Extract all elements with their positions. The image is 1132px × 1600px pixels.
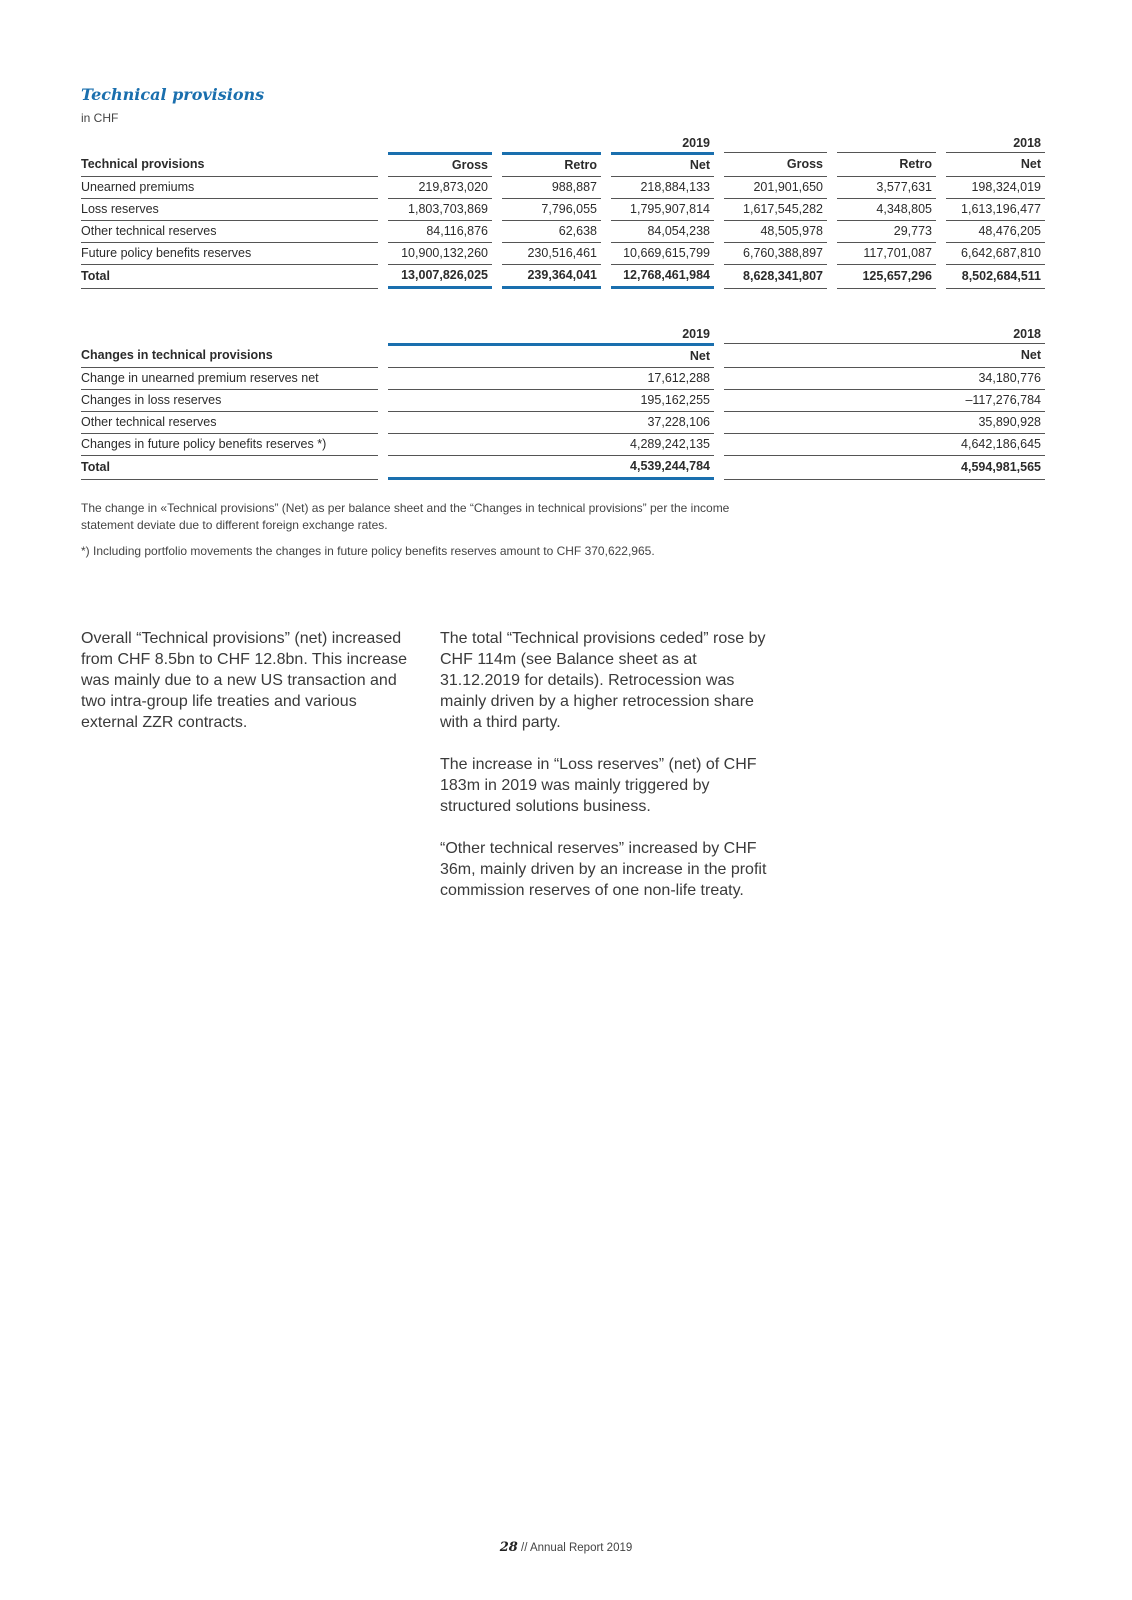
body-column-left [81,628,411,754]
cell-value: 988,887 [502,177,601,199]
cell-value: 201,901,650 [724,177,827,199]
footer-label: Annual Report 2019 [529,1542,633,1554]
year-2019-label: 2019 [682,327,710,341]
technical-provisions-table [81,134,1045,289]
cell-value: 1,795,907,814 [611,199,714,221]
unit-label: in CHF [81,111,119,125]
page-footer [0,1540,1132,1555]
column-header: Net [946,152,1045,177]
cell-value: 48,505,978 [724,221,827,243]
section-title: Technical provisions [81,85,265,104]
cell-value: 1,803,703,869 [388,199,492,221]
total-label: Total [81,265,378,289]
table-header-row [81,343,1045,368]
table-row [81,199,1045,221]
cell-value: 1,613,196,477 [946,199,1045,221]
table-row [81,412,1045,434]
year-2019-label: 2019 [682,136,710,150]
cell-value: 218,884,133 [611,177,714,199]
column-header: Net [611,152,714,177]
column-header: Retro [837,152,936,177]
total-value: 8,628,341,807 [724,265,827,289]
cell-value: 6,760,388,897 [724,243,827,265]
footer-separator: // [517,1542,530,1554]
column-header: Gross [388,152,492,177]
cell-value: 4,348,805 [837,199,936,221]
table-header-row [81,152,1045,177]
fx-note: The change in «Technical provisions” (Net) as per balance sheet and the “Changes in technical provisions” per the income statement deviate due to different foreign exchange rates. [81,501,730,532]
year-2018-label: 2018 [1013,136,1041,150]
table-row [81,243,1045,265]
cell-value: 3,577,631 [837,177,936,199]
table-total-row [81,265,1045,289]
cell-value: 7,796,055 [502,199,601,221]
total-value: 12,768,461,984 [611,265,714,289]
page-number: 28 [499,1540,518,1555]
total-value: 4,539,244,784 [388,456,714,480]
year-2018-label: 2018 [1013,327,1041,341]
cell-value: 34,180,776 [724,368,1045,390]
cell-value: 198,324,019 [946,177,1045,199]
body-paragraph: The increase in “Loss reserves” (net) of CHF 183m in 2019 was mainly triggered by structured solutions business. [440,756,757,815]
row-label: Other technical reserves [81,221,378,243]
cell-value: 62,638 [502,221,601,243]
cell-value: 48,476,205 [946,221,1045,243]
cell-value: 1,617,545,282 [724,199,827,221]
cell-value: 29,773 [837,221,936,243]
table-row [81,177,1045,199]
total-value: 125,657,296 [837,265,936,289]
row-label: Future policy benefits reserves [81,243,378,265]
changes-technical-provisions-table [81,325,1045,480]
column-header: Gross [724,152,827,177]
column-header: Changes in technical provisions [81,343,378,368]
cell-value: 6,642,687,810 [946,243,1045,265]
table-row [81,434,1045,456]
column-header: Technical provisions [81,152,378,177]
total-value: 239,364,041 [502,265,601,289]
row-label: Change in unearned premium reserves net [81,368,378,390]
cell-value: –117,276,784 [724,390,1045,412]
cell-value: 84,054,238 [611,221,714,243]
cell-value: 35,890,928 [724,412,1045,434]
body-paragraph: The total “Technical provisions ceded” rose by CHF 114m (see Balance sheet as at 31.12.2019 for details). Retrocession was mainly driven by a higher retrocession share with a third party. [440,630,766,731]
body-paragraph: “Other technical reserves” increased by CHF 36m, mainly driven by an increase in the profit commission reserves of one non-life treaty. [440,840,767,899]
cell-value: 17,612,288 [388,368,714,390]
cell-value: 195,162,255 [388,390,714,412]
column-header: Net [724,343,1045,368]
row-label: Unearned premiums [81,177,378,199]
cell-value: 84,116,876 [388,221,492,243]
cell-value: 230,516,461 [502,243,601,265]
cell-value: 117,701,087 [837,243,936,265]
body-paragraph: Overall “Technical provisions” (net) increased from CHF 8.5bn to CHF 12.8bn. This increase was mainly due to a new US transaction and two intra-group life treaties and various external ZZR contracts. [81,630,408,731]
cell-value: 4,642,186,645 [724,434,1045,456]
row-label: Loss reserves [81,199,378,221]
footnote: *) Including portfolio movements the changes in future policy benefits reserves amount to CHF 370,622,965. [81,544,655,558]
table-row [81,390,1045,412]
column-header: Retro [502,152,601,177]
table-total-row [81,456,1045,480]
row-label: Changes in loss reserves [81,390,378,412]
total-label: Total [81,456,378,480]
table-row [81,221,1045,243]
row-label: Changes in future policy benefits reserves *) [81,434,378,456]
total-value: 13,007,826,025 [388,265,492,289]
column-header: Net [388,343,714,368]
total-value: 4,594,981,565 [724,456,1045,480]
row-label: Other technical reserves [81,412,378,434]
body-column-right [440,628,770,922]
cell-value: 4,289,242,135 [388,434,714,456]
cell-value: 219,873,020 [388,177,492,199]
cell-value: 10,669,615,799 [611,243,714,265]
total-value: 8,502,684,511 [946,265,1045,289]
table-row [81,368,1045,390]
cell-value: 37,228,106 [388,412,714,434]
cell-value: 10,900,132,260 [388,243,492,265]
